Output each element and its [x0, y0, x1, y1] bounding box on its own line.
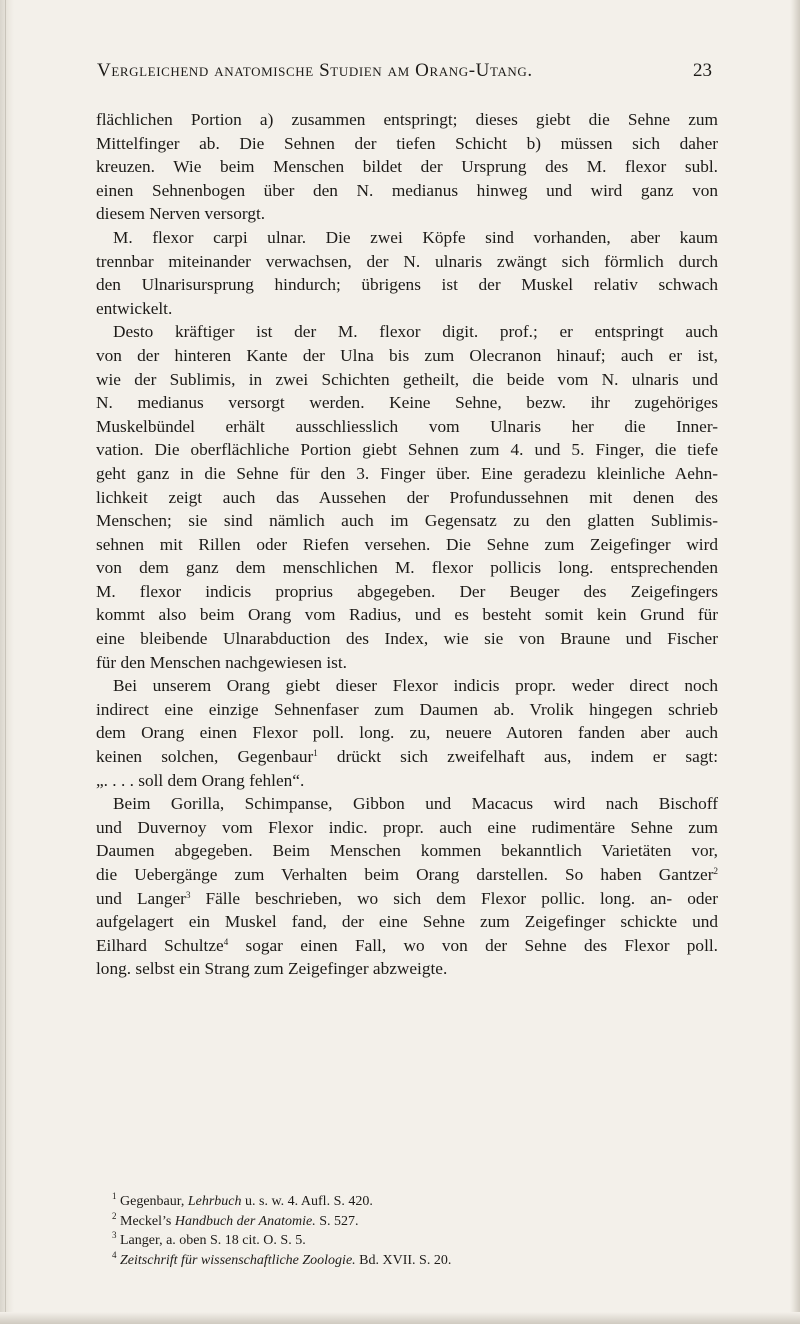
page-edge-right [790, 0, 800, 1324]
footnote-number: 3 [112, 1230, 117, 1241]
text-line: Menschen; sie sind nämlich auch im Gegensatz zu den glatten Sublimis- [96, 511, 718, 531]
text-line: entwickelt. [96, 298, 173, 318]
footnote-ref[interactable]: 1 [313, 748, 318, 759]
body-text [96, 108, 718, 981]
text-segment: die Uebergänge zum Verhalten beim Orang darstellen. So haben Gantzer [96, 865, 714, 884]
text-line: flächlichen Portion a) zusammen entspringt; dieses giebt die Sehne zum [96, 110, 718, 129]
text-line: kreuzen. Wie beim Menschen bildet der Ursprung des M. flexor subl. [96, 157, 718, 177]
footnote-ref[interactable]: 3 [185, 889, 191, 900]
text-line: long. selbst ein Strang zum Zeigefinger abzweigte. [96, 959, 448, 979]
text-line: sehnen mit Rillen oder Riefen versehen. Die Sehne zum Zeigefinger wird [96, 534, 718, 554]
text-line: für den Menschen nachgewiesen ist. [96, 652, 347, 672]
footnote-author: Langer, [120, 1233, 163, 1249]
footnote [112, 1251, 672, 1271]
text-line: Muskelbündel erhält ausschliesslich vom Ulnaris her die Inner- [96, 416, 718, 436]
footnote-ref[interactable]: 4 [223, 936, 229, 947]
footnote-detail: u. s. w. 4. Aufl. S. 420. [245, 1194, 373, 1209]
footnote-number: 2 [112, 1210, 117, 1221]
text-line: lichkeit zeigt auch das Aussehen der Profundussehnen mit denen des [96, 487, 718, 507]
text-line: und Duvernoy vom Flexor indic. propr. auch eine rudimentäre Sehne zum [96, 817, 718, 837]
text-line: dem Orang einen Flexor poll. long. zu, neuere Autoren fanden aber auch [96, 723, 718, 743]
text-line: Beim Gorilla, Schimpanse, Gibbon und Macacus wird nach Bischoff [113, 794, 718, 814]
text-line: N. medianus versorgt werden. Keine Sehne, bezw. ihr zugehöriges [96, 393, 718, 413]
text-line: M. flexor indicis proprius abgegeben. Der Beuger des Zeigefingers [96, 581, 718, 601]
footnote-work: Zeitschrift für wissenschaftliche Zoologie. [120, 1252, 356, 1268]
footnote-detail: Bd. XVII. S. 20. [359, 1252, 452, 1268]
text-line: von dem ganz dem menschlichen M. flexor pollicis long. entsprechenden [96, 558, 718, 578]
text-line: eine bleibende Ulnarabduction des Index, wie sie von Braune und Fischer [96, 629, 718, 649]
text-line: indirect eine einzige Sehnenfaser zum Daumen ab. Vrolik hingegen schrieb [96, 699, 718, 719]
text-line [96, 887, 718, 911]
text-line: aufgelagert ein Muskel fand, der eine Sehne zum Zeigefinger schickte und [96, 912, 718, 932]
footnote-detail: a. oben S. 18 cit. O. S. 5. [166, 1233, 306, 1249]
text-segment: drückt sich zweifelhaft aus, indem er sagt: [317, 747, 718, 767]
footnote-detail: S. 527. [319, 1213, 359, 1229]
page-bottom-shadow [0, 1312, 800, 1324]
footnote-number: 4 [112, 1249, 117, 1260]
footnote [112, 1192, 672, 1212]
footnote-ref[interactable]: 2 [713, 866, 718, 876]
footnote [112, 1231, 672, 1251]
text-line: Bei unserem Orang giebt dieser Flexor indicis propr. weder direct noch [113, 676, 718, 696]
text-line: Mittelfinger ab. Die Sehnen der tiefen Schicht b) müssen sich daher [96, 133, 718, 153]
text-line: „. . . . soll dem Orang fehlen“. [96, 770, 305, 790]
text-line: vation. Die oberflächliche Portion giebt Sehnen zum 4. und 5. Finger, die tiefe [96, 440, 718, 460]
footnote-author: Meckel’s [120, 1213, 172, 1229]
text-segment: sogar einen Fall, wo von der Sehne des Flexor poll. [228, 935, 718, 955]
text-segment: keinen solchen, Gegenbaur [96, 747, 314, 767]
text-line: Desto kräftiger ist der M. flexor digit. prof.; er entspringt auch [113, 322, 718, 342]
footnote-author: Gegenbaur, [120, 1194, 185, 1209]
text-line: einen Sehnenbogen über den N. medianus hinweg und wird ganz von [96, 180, 718, 200]
footnotes [112, 1192, 672, 1270]
footnote-work: Lehrbuch [187, 1194, 242, 1209]
text-line: kommt also beim Orang vom Radius, und es besteht somit kein Grund für [96, 605, 718, 625]
text-line: von der hinteren Kante der Ulna bis zum Olecranon hinauf; auch er ist, [96, 345, 718, 365]
text-segment: Eilhard Schultze [96, 935, 224, 955]
text-line [96, 863, 718, 887]
page-gutter-shadow [0, 0, 14, 1324]
text-line: trennbar miteinander verwachsen, der N. ulnaris zwängt sich förmlich durch [96, 251, 718, 271]
text-line: M. flexor carpi ulnar. Die zwei Köpfe sind vorhanden, aber kaum [113, 227, 718, 247]
text-segment: und Langer [96, 888, 186, 908]
text-line: geht ganz in die Sehne für den 3. Finger über. Eine geradezu kleinliche Aehn- [96, 463, 718, 483]
text-line: diesem Nerven versorgt. [96, 204, 266, 224]
text-line: Daumen abgegeben. Beim Menschen kommen bekanntlich Varietäten vor, [96, 841, 718, 861]
text-line [96, 934, 718, 958]
page-number: 23 [693, 60, 712, 81]
text-segment: Fälle beschrieben, wo sich dem Flexor pollic. long. an- oder [190, 888, 718, 908]
text-line [96, 745, 718, 769]
page-header [97, 60, 712, 86]
text-line: den Ulnarisursprung hindurch; übrigens ist der Muskel relativ schwach [96, 275, 718, 295]
footnote [112, 1212, 672, 1232]
running-title: Vergleichend anatomische Studien am Orang-Utang. [97, 60, 533, 81]
footnote-work: Handbuch der Anatomie. [174, 1213, 316, 1229]
footnote-number: 1 [112, 1191, 117, 1201]
text-line: wie der Sublimis, in zwei Schichten getheilt, die beide vom N. ulnaris und [96, 369, 718, 389]
